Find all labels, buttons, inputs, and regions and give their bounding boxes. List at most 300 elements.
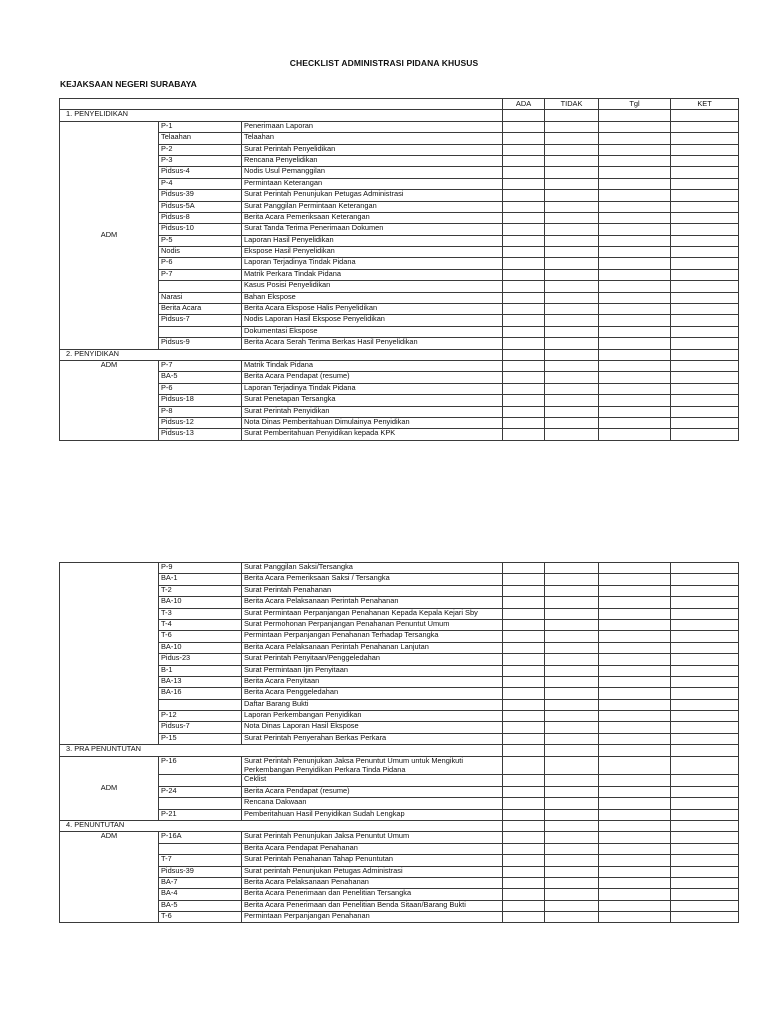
check-cell-ket[interactable] xyxy=(671,688,739,699)
check-cell-ada[interactable] xyxy=(503,665,545,676)
check-cell-ket[interactable] xyxy=(671,597,739,608)
check-cell-ket[interactable] xyxy=(671,429,739,440)
doc-code: T-3 xyxy=(159,608,242,619)
check-cell-ket[interactable] xyxy=(671,756,739,775)
check-cell-tgl[interactable] xyxy=(599,178,671,189)
check-cell-ket[interactable] xyxy=(671,338,739,349)
check-cell-ket[interactable] xyxy=(671,315,739,326)
check-cell-ada[interactable] xyxy=(503,167,545,178)
check-cell-tidak[interactable] xyxy=(545,178,599,189)
check-cell-ada[interactable] xyxy=(503,889,545,900)
check-cell-ada[interactable] xyxy=(503,235,545,246)
doc-code: BA-7 xyxy=(159,877,242,888)
checklist-row xyxy=(60,338,739,349)
check-cell-tidak[interactable] xyxy=(545,711,599,722)
doc-description: Berita Acara Pendapat (resume) xyxy=(242,372,503,383)
doc-description: Laporan Terjadinya Tindak Pidana xyxy=(242,383,503,394)
check-cell-ada[interactable] xyxy=(503,843,545,854)
check-cell-tidak[interactable] xyxy=(545,676,599,687)
checklist-row xyxy=(60,269,739,280)
check-cell-tgl[interactable] xyxy=(599,212,671,223)
check-cell-tgl[interactable] xyxy=(599,665,671,676)
check-cell-ada[interactable] xyxy=(503,775,545,786)
check-cell-tgl[interactable] xyxy=(599,269,671,280)
check-cell-ada[interactable] xyxy=(503,820,545,831)
check-cell-ada[interactable] xyxy=(503,733,545,744)
check-cell-tidak[interactable] xyxy=(545,315,599,326)
check-cell-tgl[interactable] xyxy=(599,201,671,212)
group-cell: ADM xyxy=(60,360,159,440)
doc-description: Laporan Terjadinya Tindak Pidana xyxy=(242,258,503,269)
check-cell-tgl[interactable] xyxy=(599,235,671,246)
check-cell-tgl[interactable] xyxy=(599,292,671,303)
check-cell-ket[interactable] xyxy=(671,900,739,911)
check-cell-ada[interactable] xyxy=(503,338,545,349)
check-cell-ket[interactable] xyxy=(671,395,739,406)
check-cell-tgl[interactable] xyxy=(599,338,671,349)
check-cell-tgl[interactable] xyxy=(599,167,671,178)
check-cell-tidak[interactable] xyxy=(545,665,599,676)
column-header-tgl: Tgl xyxy=(599,99,671,110)
check-cell-ada[interactable] xyxy=(503,349,545,360)
check-cell-ket[interactable] xyxy=(671,642,739,653)
check-cell-tidak[interactable] xyxy=(545,820,599,831)
check-cell-ada[interactable] xyxy=(503,224,545,235)
checklist-row xyxy=(60,281,739,292)
doc-description: Nota Dinas Pemberitahuan Dimulainya Penyidikan xyxy=(242,417,503,428)
checklist-row xyxy=(60,699,739,710)
check-cell-ket[interactable] xyxy=(671,786,739,797)
check-cell-ket[interactable] xyxy=(671,733,739,744)
section-label: 2. PENYIDIKAN xyxy=(60,349,503,360)
check-cell-tgl[interactable] xyxy=(599,429,671,440)
check-cell-tidak[interactable] xyxy=(545,258,599,269)
check-cell-tidak[interactable] xyxy=(545,281,599,292)
check-cell-tidak[interactable] xyxy=(545,832,599,843)
check-cell-tidak[interactable] xyxy=(545,349,599,360)
doc-code: BA-10 xyxy=(159,642,242,653)
check-cell-tgl[interactable] xyxy=(599,654,671,665)
check-cell-tidak[interactable] xyxy=(545,304,599,315)
check-cell-tgl[interactable] xyxy=(599,619,671,630)
check-cell-tidak[interactable] xyxy=(545,798,599,809)
doc-code: P-9 xyxy=(159,563,242,574)
check-cell-tidak[interactable] xyxy=(545,429,599,440)
check-cell-ket[interactable] xyxy=(671,292,739,303)
check-cell-tidak[interactable] xyxy=(545,338,599,349)
check-cell-ada[interactable] xyxy=(503,676,545,687)
doc-code: Pidsus-12 xyxy=(159,417,242,428)
check-cell-ket[interactable] xyxy=(671,809,739,820)
check-cell-tidak[interactable] xyxy=(545,642,599,653)
check-cell-ket[interactable] xyxy=(671,212,739,223)
check-cell-ada[interactable] xyxy=(503,155,545,166)
doc-code: B-1 xyxy=(159,665,242,676)
check-cell-tgl[interactable] xyxy=(599,304,671,315)
check-cell-tidak[interactable] xyxy=(545,889,599,900)
check-cell-ada[interactable] xyxy=(503,688,545,699)
check-cell-tgl[interactable] xyxy=(599,889,671,900)
check-cell-ket[interactable] xyxy=(671,133,739,144)
check-cell-ket[interactable] xyxy=(671,406,739,417)
check-cell-tgl[interactable] xyxy=(599,133,671,144)
check-cell-ket[interactable] xyxy=(671,235,739,246)
check-cell-tgl[interactable] xyxy=(599,912,671,923)
check-cell-tidak[interactable] xyxy=(545,144,599,155)
check-cell-tgl[interactable] xyxy=(599,608,671,619)
check-cell-tidak[interactable] xyxy=(545,608,599,619)
check-cell-tgl[interactable] xyxy=(599,866,671,877)
check-cell-ada[interactable] xyxy=(503,372,545,383)
check-cell-tgl[interactable] xyxy=(599,688,671,699)
check-cell-tgl[interactable] xyxy=(599,563,671,574)
doc-description: Nota Dinas Laporan Hasil Ekspose xyxy=(242,722,503,733)
check-cell-tidak[interactable] xyxy=(545,292,599,303)
check-cell-tgl[interactable] xyxy=(599,597,671,608)
checklist-row xyxy=(60,900,739,911)
check-cell-tgl[interactable] xyxy=(599,574,671,585)
check-cell-tgl[interactable] xyxy=(599,820,671,831)
check-cell-ada[interactable] xyxy=(503,144,545,155)
doc-description: Ekspose Hasil Penyelidikan xyxy=(242,247,503,258)
check-cell-tidak[interactable] xyxy=(545,745,599,756)
check-cell-ada[interactable] xyxy=(503,292,545,303)
check-cell-ada[interactable] xyxy=(503,585,545,596)
doc-code: P-6 xyxy=(159,383,242,394)
check-cell-ada[interactable] xyxy=(503,326,545,337)
check-cell-ada[interactable] xyxy=(503,395,545,406)
group-cell xyxy=(60,563,159,745)
check-cell-ket[interactable] xyxy=(671,631,739,642)
check-cell-ada[interactable] xyxy=(503,608,545,619)
doc-code: P-7 xyxy=(159,269,242,280)
check-cell-ada[interactable] xyxy=(503,383,545,394)
check-cell-ket[interactable] xyxy=(671,676,739,687)
check-cell-tidak[interactable] xyxy=(545,597,599,608)
office-name: KEJAKSAAN NEGERI SURABAYA xyxy=(60,79,197,89)
check-cell-ada[interactable] xyxy=(503,877,545,888)
check-cell-ket[interactable] xyxy=(671,866,739,877)
check-cell-tidak[interactable] xyxy=(545,775,599,786)
check-cell-tgl[interactable] xyxy=(599,247,671,258)
check-cell-ket[interactable] xyxy=(671,269,739,280)
check-cell-ada[interactable] xyxy=(503,110,545,121)
check-cell-tgl[interactable] xyxy=(599,843,671,854)
check-cell-ada[interactable] xyxy=(503,429,545,440)
check-cell-ada[interactable] xyxy=(503,855,545,866)
check-cell-ket[interactable] xyxy=(671,383,739,394)
doc-description: Surat Perintah Penyelidikan xyxy=(242,144,503,155)
check-cell-tgl[interactable] xyxy=(599,383,671,394)
check-cell-tgl[interactable] xyxy=(599,585,671,596)
check-cell-tidak[interactable] xyxy=(545,654,599,665)
check-cell-tgl[interactable] xyxy=(599,642,671,653)
check-cell-ket[interactable] xyxy=(671,877,739,888)
check-cell-tidak[interactable] xyxy=(545,563,599,574)
check-cell-tidak[interactable] xyxy=(545,574,599,585)
check-cell-ada[interactable] xyxy=(503,619,545,630)
check-cell-ket[interactable] xyxy=(671,349,739,360)
document-title: CHECKLIST ADMINISTRASI PIDANA KHUSUS xyxy=(289,58,479,68)
check-cell-tidak[interactable] xyxy=(545,756,599,775)
check-cell-tidak[interactable] xyxy=(545,786,599,797)
check-cell-tgl[interactable] xyxy=(599,631,671,642)
check-cell-tidak[interactable] xyxy=(545,110,599,121)
check-cell-ada[interactable] xyxy=(503,756,545,775)
check-cell-tgl[interactable] xyxy=(599,110,671,121)
check-cell-ket[interactable] xyxy=(671,820,739,831)
check-cell-tgl[interactable] xyxy=(599,756,671,775)
check-cell-ada[interactable] xyxy=(503,258,545,269)
check-cell-ket[interactable] xyxy=(671,798,739,809)
check-cell-ada[interactable] xyxy=(503,786,545,797)
check-cell-ada[interactable] xyxy=(503,563,545,574)
check-cell-tidak[interactable] xyxy=(545,722,599,733)
check-cell-ket[interactable] xyxy=(671,190,739,201)
doc-code: Pidsus-18 xyxy=(159,395,242,406)
check-cell-ket[interactable] xyxy=(671,167,739,178)
checklist-row xyxy=(60,247,739,258)
check-cell-tidak[interactable] xyxy=(545,326,599,337)
check-cell-tgl[interactable] xyxy=(599,798,671,809)
check-cell-tidak[interactable] xyxy=(545,201,599,212)
check-cell-tgl[interactable] xyxy=(599,372,671,383)
check-cell-tgl[interactable] xyxy=(599,711,671,722)
check-cell-tidak[interactable] xyxy=(545,619,599,630)
check-cell-tgl[interactable] xyxy=(599,745,671,756)
doc-code: T-6 xyxy=(159,631,242,642)
check-cell-ket[interactable] xyxy=(671,585,739,596)
check-cell-ada[interactable] xyxy=(503,912,545,923)
doc-description: Surat Permohonan Perpanjangan Penahanan Penuntut Umum xyxy=(242,619,503,630)
check-cell-tidak[interactable] xyxy=(545,809,599,820)
doc-code: Pidsus-4 xyxy=(159,167,242,178)
column-header-ket: KET xyxy=(671,99,739,110)
check-cell-tgl[interactable] xyxy=(599,417,671,428)
check-cell-ada[interactable] xyxy=(503,798,545,809)
check-cell-tidak[interactable] xyxy=(545,843,599,854)
check-cell-tgl[interactable] xyxy=(599,406,671,417)
check-cell-tidak[interactable] xyxy=(545,900,599,911)
check-cell-ket[interactable] xyxy=(671,155,739,166)
check-cell-ada[interactable] xyxy=(503,699,545,710)
checklist-row xyxy=(60,383,739,394)
check-cell-ada[interactable] xyxy=(503,809,545,820)
check-cell-tidak[interactable] xyxy=(545,585,599,596)
check-cell-ket[interactable] xyxy=(671,258,739,269)
check-cell-ket[interactable] xyxy=(671,304,739,315)
check-cell-ket[interactable] xyxy=(671,775,739,786)
check-cell-ket[interactable] xyxy=(671,912,739,923)
checklist-table-part-2 xyxy=(59,562,739,923)
check-cell-ada[interactable] xyxy=(503,654,545,665)
check-cell-ada[interactable] xyxy=(503,178,545,189)
check-cell-tidak[interactable] xyxy=(545,360,599,371)
check-cell-ada[interactable] xyxy=(503,281,545,292)
check-cell-tidak[interactable] xyxy=(545,235,599,246)
check-cell-ada[interactable] xyxy=(503,711,545,722)
doc-description: Berita Acara Penerimaan dan Penelitian Benda Sitaan/Barang Bukti xyxy=(242,900,503,911)
check-cell-tidak[interactable] xyxy=(545,383,599,394)
check-cell-ada[interactable] xyxy=(503,247,545,258)
check-cell-ket[interactable] xyxy=(671,711,739,722)
checklist-row xyxy=(60,642,739,653)
doc-description: Surat perintah Penunjukan Petugas Administrasi xyxy=(242,866,503,877)
check-cell-ada[interactable] xyxy=(503,745,545,756)
check-cell-tgl[interactable] xyxy=(599,786,671,797)
checklist-row xyxy=(60,608,739,619)
checklist-row xyxy=(60,798,739,809)
check-cell-ket[interactable] xyxy=(671,417,739,428)
check-cell-tgl[interactable] xyxy=(599,855,671,866)
check-cell-tidak[interactable] xyxy=(545,190,599,201)
checklist-row xyxy=(60,843,739,854)
check-cell-tidak[interactable] xyxy=(545,733,599,744)
check-cell-tgl[interactable] xyxy=(599,722,671,733)
check-cell-ada[interactable] xyxy=(503,642,545,653)
doc-description: Pemberitahuan Hasil Penyidikan Sudah Lengkap xyxy=(242,809,503,820)
checklist-row xyxy=(60,258,739,269)
check-cell-tgl[interactable] xyxy=(599,326,671,337)
check-cell-tidak[interactable] xyxy=(545,406,599,417)
doc-description: Surat Perintah Penahanan Tahap Penuntutan xyxy=(242,855,503,866)
check-cell-tidak[interactable] xyxy=(545,395,599,406)
check-cell-ada[interactable] xyxy=(503,121,545,132)
check-cell-tgl[interactable] xyxy=(599,395,671,406)
check-cell-tidak[interactable] xyxy=(545,372,599,383)
doc-description: Surat Penetapan Tersangka xyxy=(242,395,503,406)
checklist-row xyxy=(60,144,739,155)
check-cell-ket[interactable] xyxy=(671,855,739,866)
check-cell-ket[interactable] xyxy=(671,745,739,756)
check-cell-tidak[interactable] xyxy=(545,688,599,699)
check-cell-tidak[interactable] xyxy=(545,912,599,923)
check-cell-ada[interactable] xyxy=(503,133,545,144)
check-cell-ket[interactable] xyxy=(671,178,739,189)
check-cell-tgl[interactable] xyxy=(599,155,671,166)
check-cell-ada[interactable] xyxy=(503,574,545,585)
checklist-row xyxy=(60,133,739,144)
checklist-row xyxy=(60,201,739,212)
doc-code: Nodis xyxy=(159,247,242,258)
check-cell-ket[interactable] xyxy=(671,889,739,900)
doc-code: P-3 xyxy=(159,155,242,166)
check-cell-tidak[interactable] xyxy=(545,631,599,642)
check-cell-ket[interactable] xyxy=(671,563,739,574)
check-cell-ada[interactable] xyxy=(503,631,545,642)
check-cell-tgl[interactable] xyxy=(599,900,671,911)
check-cell-ket[interactable] xyxy=(671,110,739,121)
doc-description: Ceklist xyxy=(242,775,503,786)
check-cell-tidak[interactable] xyxy=(545,417,599,428)
check-cell-ket[interactable] xyxy=(671,326,739,337)
doc-code: BA-5 xyxy=(159,372,242,383)
check-cell-ket[interactable] xyxy=(671,201,739,212)
check-cell-ada[interactable] xyxy=(503,832,545,843)
check-cell-tgl[interactable] xyxy=(599,281,671,292)
check-cell-tgl[interactable] xyxy=(599,809,671,820)
check-cell-tgl[interactable] xyxy=(599,144,671,155)
check-cell-tidak[interactable] xyxy=(545,269,599,280)
check-cell-tidak[interactable] xyxy=(545,133,599,144)
check-cell-tidak[interactable] xyxy=(545,224,599,235)
check-cell-ada[interactable] xyxy=(503,304,545,315)
check-cell-tidak[interactable] xyxy=(545,855,599,866)
doc-description: Berita Acara Pendapat Penahanan xyxy=(242,843,503,854)
check-cell-ada[interactable] xyxy=(503,866,545,877)
check-cell-ada[interactable] xyxy=(503,417,545,428)
check-cell-tgl[interactable] xyxy=(599,121,671,132)
check-cell-tidak[interactable] xyxy=(545,167,599,178)
check-cell-ket[interactable] xyxy=(671,281,739,292)
check-cell-ada[interactable] xyxy=(503,269,545,280)
check-cell-ket[interactable] xyxy=(671,372,739,383)
check-cell-ada[interactable] xyxy=(503,900,545,911)
check-cell-ket[interactable] xyxy=(671,832,739,843)
check-cell-ket[interactable] xyxy=(671,144,739,155)
check-cell-tgl[interactable] xyxy=(599,360,671,371)
check-cell-ket[interactable] xyxy=(671,247,739,258)
check-cell-ada[interactable] xyxy=(503,190,545,201)
check-cell-tidak[interactable] xyxy=(545,247,599,258)
doc-description: Permintaan Perpanjangan Penahanan xyxy=(242,912,503,923)
check-cell-ada[interactable] xyxy=(503,212,545,223)
check-cell-ket[interactable] xyxy=(671,665,739,676)
check-cell-tidak[interactable] xyxy=(545,866,599,877)
doc-description: Surat Panggilan Saksi/Tersangka xyxy=(242,563,503,574)
check-cell-tidak[interactable] xyxy=(545,699,599,710)
check-cell-ada[interactable] xyxy=(503,406,545,417)
check-cell-ada[interactable] xyxy=(503,201,545,212)
check-cell-tgl[interactable] xyxy=(599,775,671,786)
check-cell-ket[interactable] xyxy=(671,843,739,854)
check-cell-ket[interactable] xyxy=(671,619,739,630)
check-cell-tgl[interactable] xyxy=(599,699,671,710)
check-cell-ada[interactable] xyxy=(503,315,545,326)
check-cell-ada[interactable] xyxy=(503,597,545,608)
check-cell-tgl[interactable] xyxy=(599,733,671,744)
check-cell-tidak[interactable] xyxy=(545,121,599,132)
check-cell-ada[interactable] xyxy=(503,360,545,371)
check-cell-tgl[interactable] xyxy=(599,190,671,201)
check-cell-tgl[interactable] xyxy=(599,877,671,888)
section-label: 4. PENUNTUTAN xyxy=(60,820,503,831)
check-cell-ket[interactable] xyxy=(671,654,739,665)
check-cell-ket[interactable] xyxy=(671,722,739,733)
check-cell-tgl[interactable] xyxy=(599,224,671,235)
check-cell-ket[interactable] xyxy=(671,360,739,371)
check-cell-tgl[interactable] xyxy=(599,315,671,326)
doc-description: Berita Acara Ekspose Halis Penyelidikan xyxy=(242,304,503,315)
check-cell-tidak[interactable] xyxy=(545,877,599,888)
doc-code xyxy=(159,281,242,292)
doc-code: P-5 xyxy=(159,235,242,246)
check-cell-ket[interactable] xyxy=(671,574,739,585)
check-cell-ada[interactable] xyxy=(503,722,545,733)
check-cell-ket[interactable] xyxy=(671,121,739,132)
checklist-row xyxy=(60,315,739,326)
check-cell-ket[interactable] xyxy=(671,699,739,710)
check-cell-ket[interactable] xyxy=(671,224,739,235)
check-cell-tgl[interactable] xyxy=(599,258,671,269)
doc-code: BA-1 xyxy=(159,574,242,585)
check-cell-ket[interactable] xyxy=(671,608,739,619)
check-cell-tgl[interactable] xyxy=(599,676,671,687)
check-cell-tidak[interactable] xyxy=(545,212,599,223)
check-cell-tidak[interactable] xyxy=(545,155,599,166)
check-cell-tgl[interactable] xyxy=(599,349,671,360)
check-cell-tgl[interactable] xyxy=(599,832,671,843)
